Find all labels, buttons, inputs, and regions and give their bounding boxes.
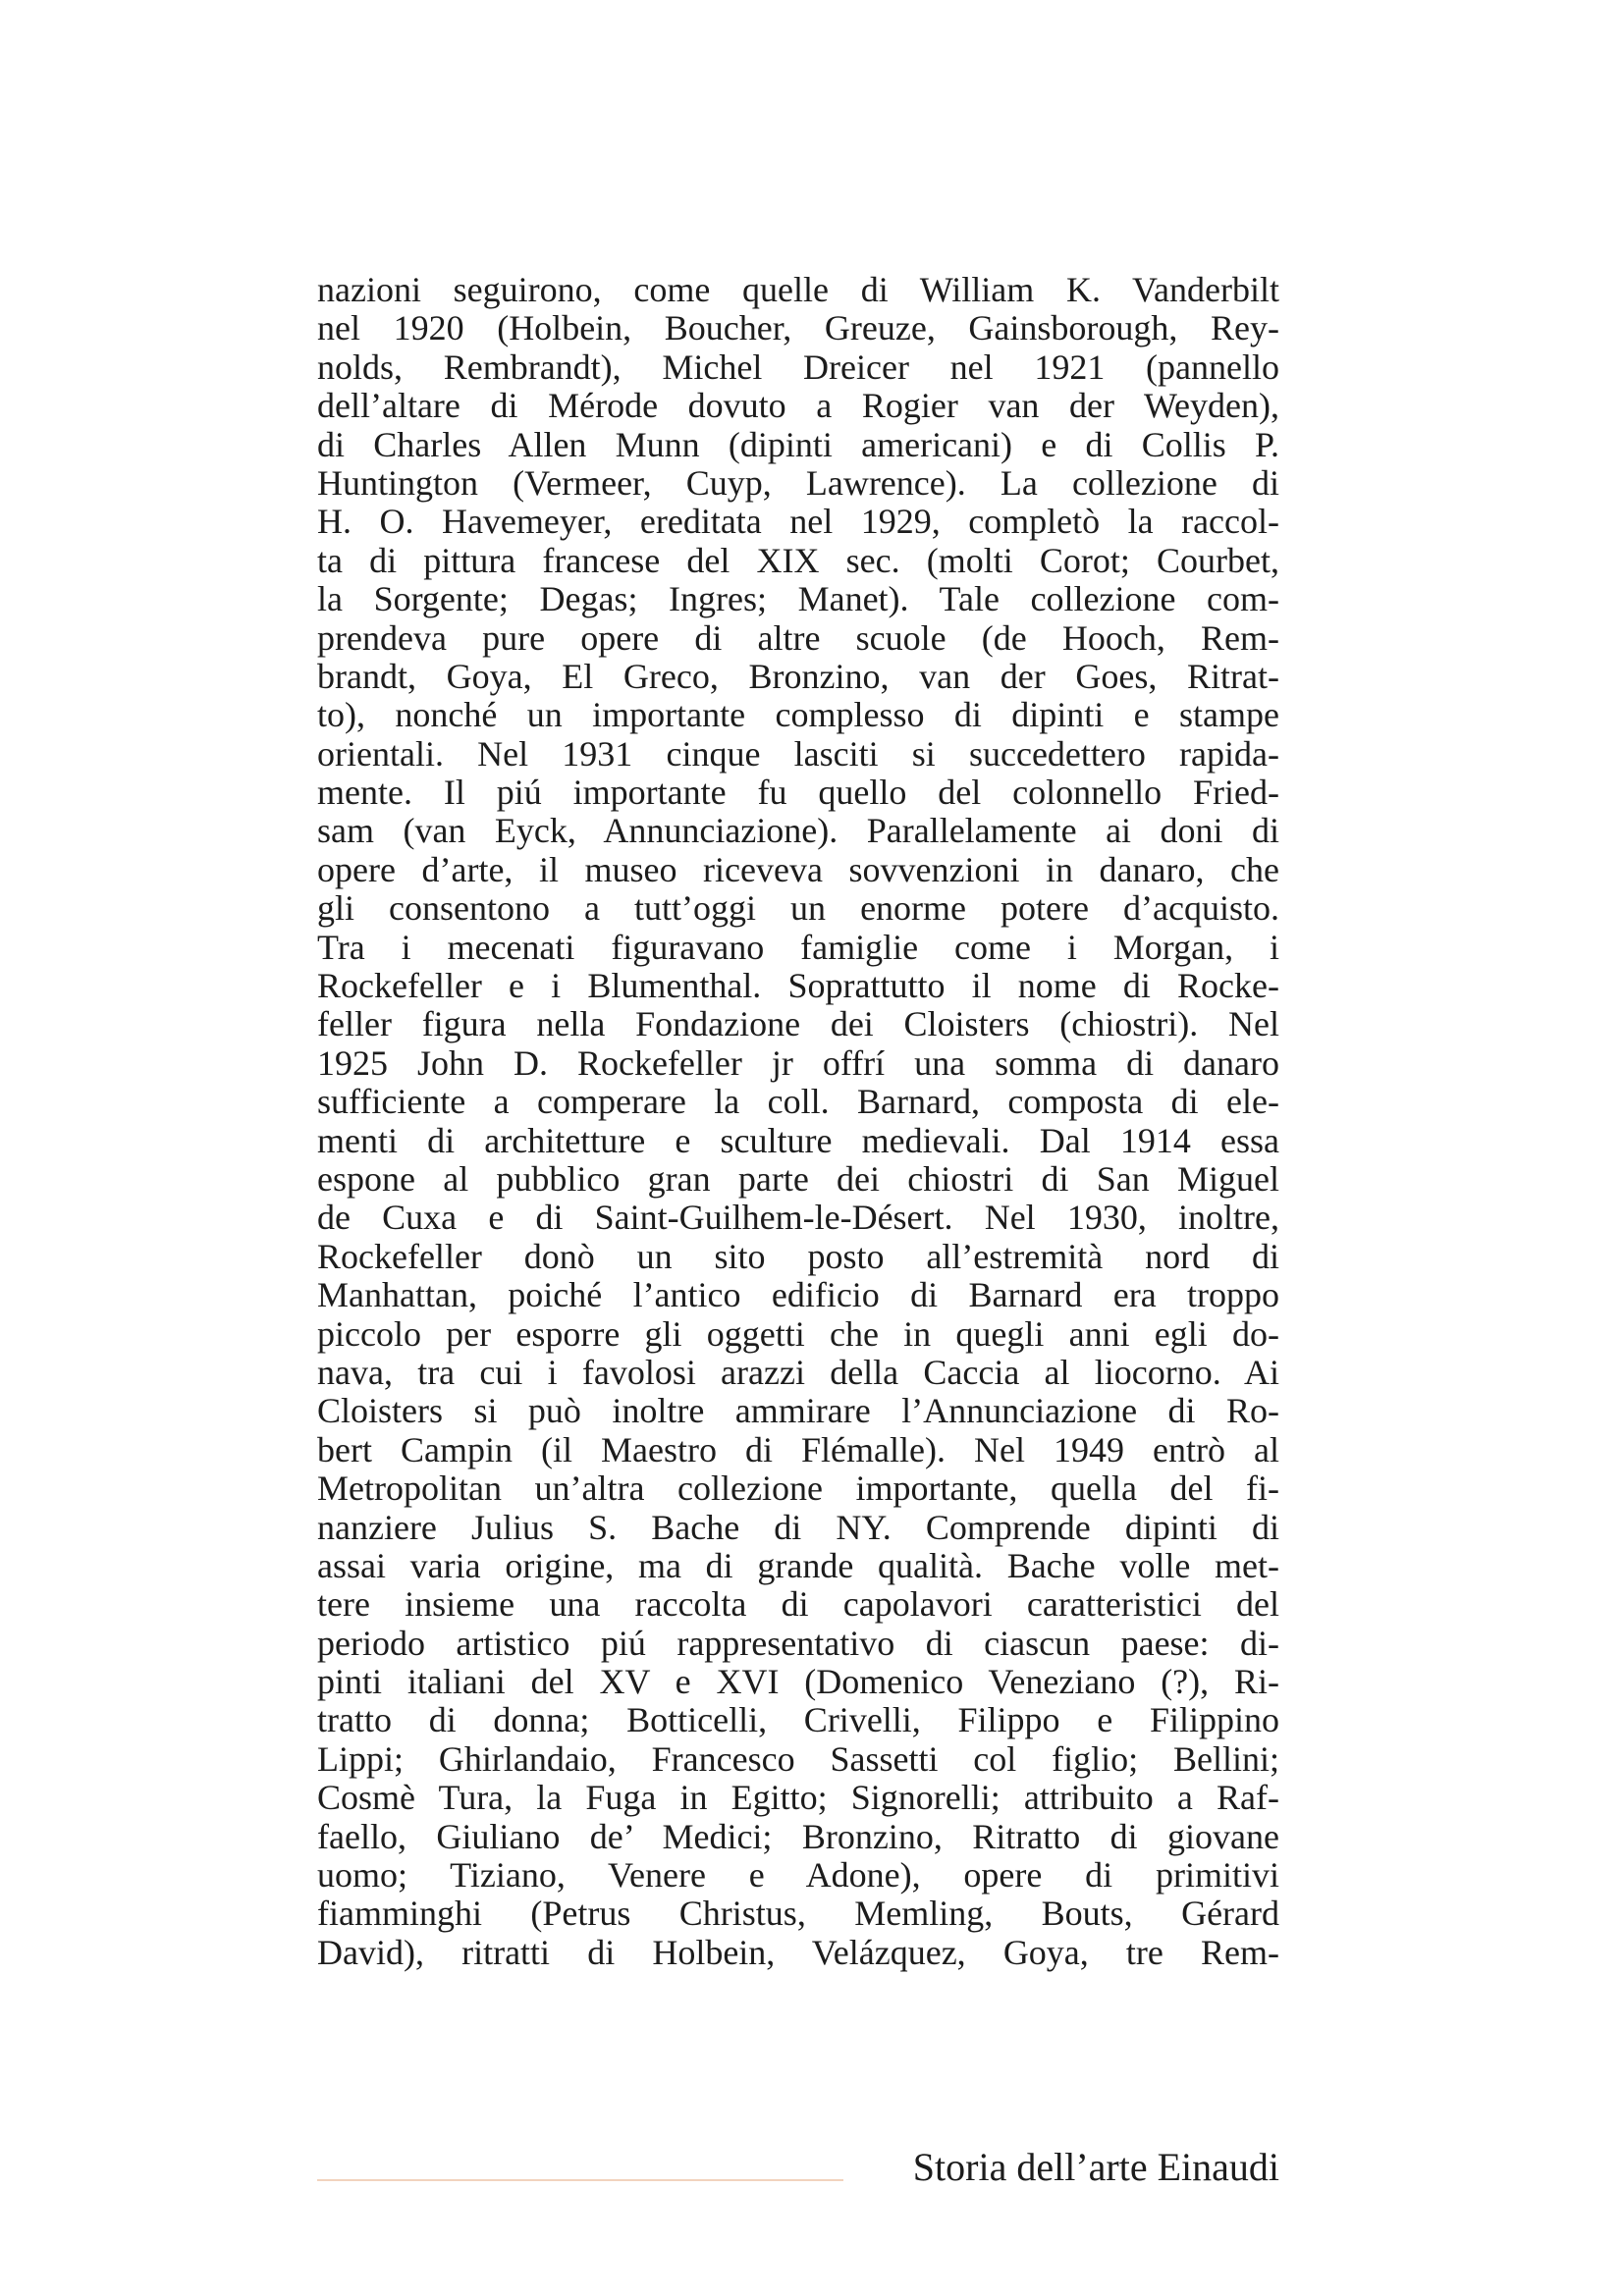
- text-line: Rockefeller donò un sito posto all’estremità nord di: [317, 1236, 1279, 1276]
- text-line: sufficiente a comperare la coll. Barnard, composta di ele-: [317, 1082, 1279, 1122]
- text-line: opere d’arte, il museo riceveva sovvenzioni in danaro, che: [317, 849, 1279, 889]
- text-line: dell’altare di Mérode dovuto a Rogier van der Weyden),: [317, 386, 1279, 426]
- text-line: bert Campin (il Maestro di Flémalle). Nel 1949 entrò al: [317, 1429, 1279, 1469]
- text-line: fiamminghi (Petrus Christus, Memling, Bouts, Gérard: [317, 1894, 1279, 1934]
- body-text: [317, 271, 1279, 1972]
- footer-rule: [317, 2179, 843, 2181]
- text-line: nava, tra cui i favolosi arazzi della Caccia al liocorno. Ai: [317, 1352, 1279, 1392]
- text-line: H. O. Havemeyer, ereditata nel 1929, completò la raccol-: [317, 502, 1279, 542]
- text-line: mente. Il piú importante fu quello del colonnello Fried-: [317, 773, 1279, 813]
- text-line: Tra i mecenati figuravano famiglie come i Morgan, i: [317, 927, 1279, 967]
- page-footer: [317, 2138, 1279, 2197]
- text-line: faello, Giuliano de’ Medici; Bronzino, Ritratto di giovane: [317, 1816, 1279, 1856]
- text-line: prendeva pure opere di altre scuole (de Hooch, Rem-: [317, 617, 1279, 658]
- text-line: menti di architetture e sculture medievali. Dal 1914 essa: [317, 1120, 1279, 1160]
- text-line: Rockefeller e i Blumenthal. Soprattutto il nome di Rocke-: [317, 966, 1279, 1006]
- text-line: David), ritratti di Holbein, Velázquez, Goya, tre Rem-: [317, 1932, 1279, 1972]
- text-line: piccolo per esporre gli oggetti che in quegli anni egli do-: [317, 1313, 1279, 1354]
- text-line: Cloisters si può inoltre ammirare l’Annunciazione di Ro-: [317, 1391, 1279, 1431]
- text-line: sam (van Eyck, Annunciazione). Parallelamente ai doni di: [317, 811, 1279, 851]
- text-line: periodo artistico piú rappresentativo di ciascun paese: di-: [317, 1623, 1279, 1663]
- text-line: Huntington (Vermeer, Cuyp, Lawrence). La collezione di: [317, 462, 1279, 503]
- text-line: nanziere Julius S. Bache di NY. Comprende dipinti di: [317, 1507, 1279, 1547]
- text-line: Lippi; Ghirlandaio, Francesco Sassetti col figlio; Bellini;: [317, 1738, 1279, 1779]
- text-line: de Cuxa e di Saint-Guilhem-le-Désert. Nel 1930, inoltre,: [317, 1198, 1279, 1238]
- text-line: brandt, Goya, El Greco, Bronzino, van der Goes, Ritrat-: [317, 656, 1279, 696]
- text-line: la Sorgente; Degas; Ingres; Manet). Tale collezione com-: [317, 579, 1279, 619]
- text-line: nolds, Rembrandt), Michel Dreicer nel 1921 (pannello: [317, 347, 1279, 387]
- text-line: Cosmè Tura, la Fuga in Egitto; Signorelli; attribuito a Raf-: [317, 1778, 1279, 1818]
- text-line: tratto di donna; Botticelli, Crivelli, Filippo e Filippino: [317, 1700, 1279, 1740]
- text-line: Metropolitan un’altra collezione importante, quella del fi-: [317, 1468, 1279, 1509]
- footer-title: Storia dell’arte Einaudi: [912, 2145, 1279, 2189]
- text-line: to), nonché un importante complesso di dipinti e stampe: [317, 695, 1279, 735]
- text-line: uomo; Tiziano, Venere e Adone), opere di primitivi: [317, 1855, 1279, 1896]
- text-line: espone al pubblico gran parte dei chiostri di San Miguel: [317, 1158, 1279, 1199]
- text-line: orientali. Nel 1931 cinque lasciti si succedettero rapida-: [317, 733, 1279, 774]
- text-line: nel 1920 (Holbein, Boucher, Greuze, Gainsborough, Rey-: [317, 308, 1279, 348]
- text-line: 1925 John D. Rockefeller jr offrí una somma di danaro: [317, 1042, 1279, 1083]
- text-line: ta di pittura francese del XIX sec. (molti Corot; Courbet,: [317, 540, 1279, 580]
- text-line: assai varia origine, ma di grande qualità. Bache volle met-: [317, 1545, 1279, 1585]
- text-line: di Charles Allen Munn (dipinti americani) e di Collis P.: [317, 424, 1279, 464]
- text-line: Manhattan, poiché l’antico edificio di Barnard era troppo: [317, 1275, 1279, 1315]
- text-line: pinti italiani del XV e XVI (Domenico Veneziano (?), Ri-: [317, 1662, 1279, 1702]
- text-line: tere insieme una raccolta di capolavori caratteristici del: [317, 1584, 1279, 1625]
- text-line: feller figura nella Fondazione dei Cloisters (chiostri). Nel: [317, 1004, 1279, 1044]
- text-line: nazioni seguirono, come quelle di William K. Vanderbilt: [317, 270, 1279, 309]
- text-line: gli consentono a tutt’oggi un enorme potere d’acquisto.: [317, 888, 1279, 929]
